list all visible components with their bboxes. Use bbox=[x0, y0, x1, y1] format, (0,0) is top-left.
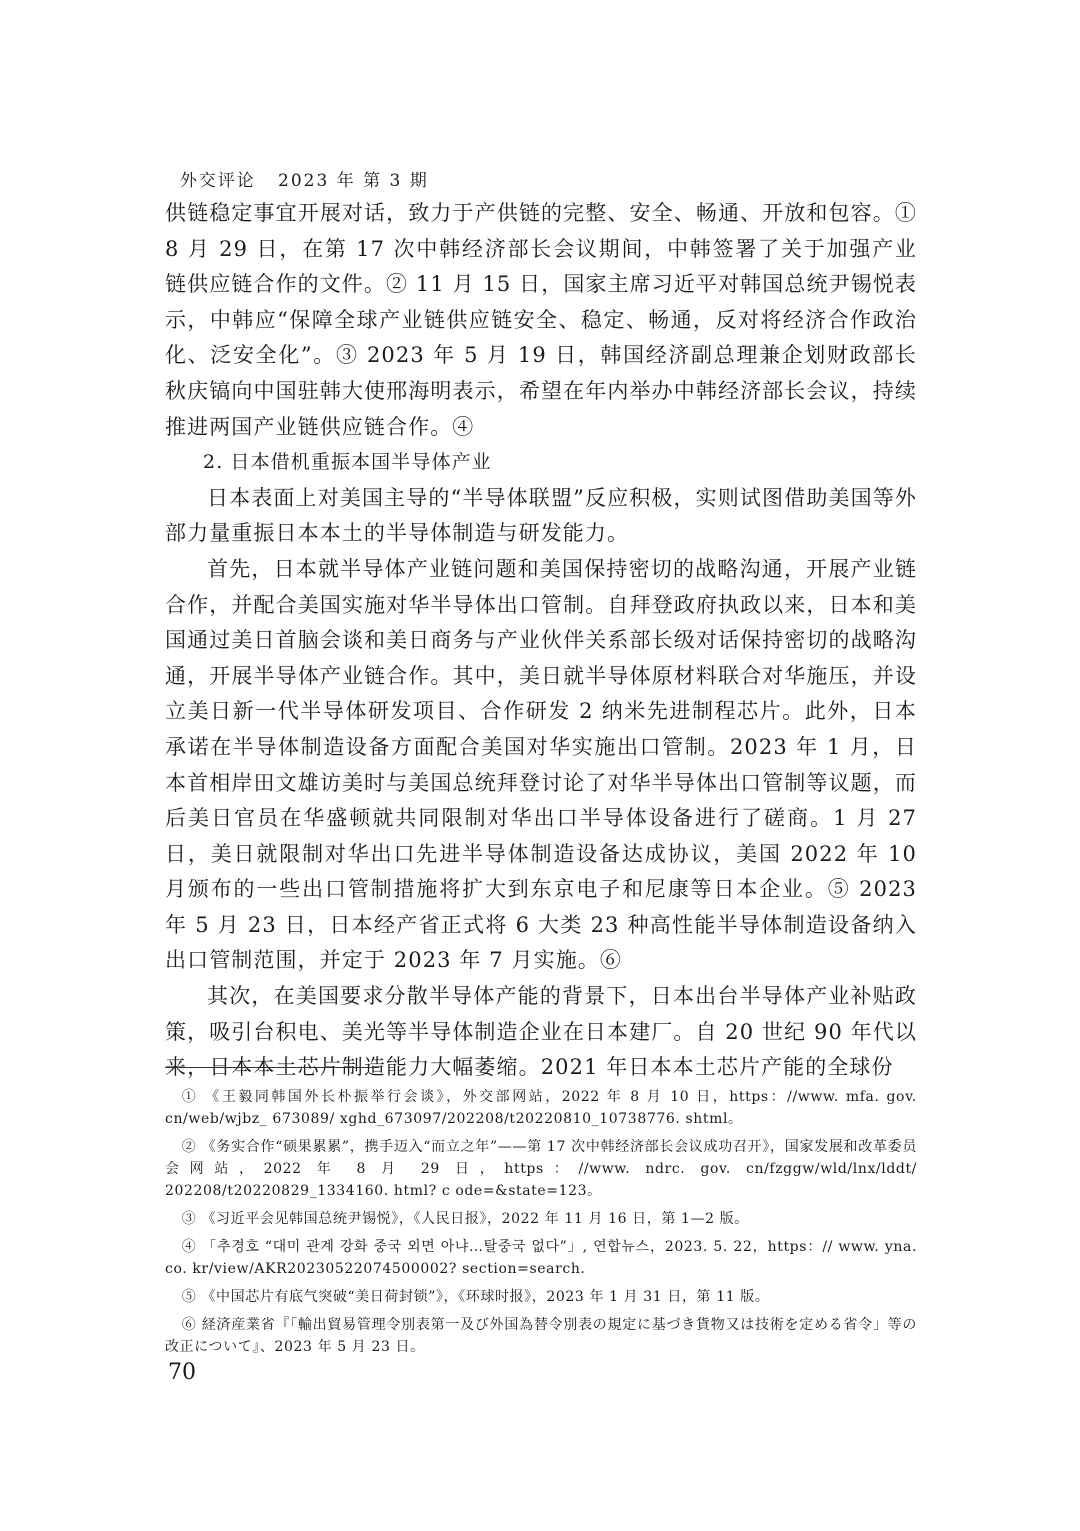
journal-name: 外交评论 bbox=[179, 171, 256, 191]
paragraph: 其次，在美国要求分散半导体产能的背景下，日本出台半导体产业补贴政策，吸引台积电、美光等半导体制造企业在日本建厂。自 20 世纪 90 年代以来，日本本土芯片制造能力大幅萎缩。2021 年日本本土芯片产能的全球份 bbox=[165, 984, 917, 1080]
footnote: ⑥ 経済産業省『「輸出貿易管理令別表第一及び外国為替令別表の規定に基づき貨物又は技術を定める省令」等の改正について』、2023 年 5 月 23 日。 bbox=[165, 1317, 917, 1355]
footnote: ① 《王毅同韩国外长朴振举行会谈》，外交部网站，2022 年 8 月 10 日，https：//www. mfa. gov. cn/web/wjbz_ 673089/ xghd_673097/202208/t20220810_10738776. shtml。 bbox=[165, 1089, 917, 1127]
running-header bbox=[165, 146, 429, 191]
paragraph: 供链稳定事宜开展对话，致力于产供链的完整、安全、畅通、开放和包容。① 8 月 29 日，在第 17 次中韩经济部长会议期间，中韩签署了关于加强产业链供应链合作的文件。② 11 月 15 日，国家主席习近平对韩国总统尹锡悦表示，中韩应“保障全球产业链供应链安全、稳定、畅通，反对将经济合作政治化、泛安全化”。③ 2023 年 5 月 19 日，韩国经济副总理兼企划财政部长秋庆镐向中国驻韩大使邢海明表示，希望在年内举办中韩经济部长会议，持续推进两国产业链供应链合作。④ bbox=[165, 201, 917, 439]
footnote: ③ 《习近平会见韩国总统尹锡悦》，《人民日报》，2022 年 11 月 16 日，第 1—2 版。 bbox=[181, 1211, 749, 1227]
footnote: ④ 「추경호 “대미 관계 강화 중국 외면 아냐…탈중국 없다”」, 연합뉴스，2023. 5. 22，https：// www. yna. co. kr/view/AKR20230522074500002? section=search. bbox=[165, 1239, 917, 1277]
page-number: 70 bbox=[168, 1360, 196, 1385]
issue-label: 2023 年 第 3 期 bbox=[278, 171, 429, 191]
paragraph: 首先，日本就半导体产业链问题和美国保持密切的战略沟通，开展产业链合作，并配合美国实施对华半导体出口管制。自拜登政府执政以来，日本和美国通过美日首脑会谈和美日商务与产业伙伴关系部长级对话保持密切的战略沟通，开展半导体产业链合作。其中，美日就半导体原材料联合对华施压，并设立美日新一代半导体研发项目、合作研发 2 纳米先进制程芯片。此外，日本承诺在半导体制造设备方面配合美国对华实施出口管制。2023 年 1 月，日本首相岸田文雄访美时与美国总统拜登讨论了对华半导体出口管制等议题，而后美日官员在华盛顿就共同限制对华出口半导体设备进行了磋商。1 月 27 日，美日就限制对华出口先进半导体制造设备达成协议，美国 2022 年 10 月颁布的一些出口管制措施将扩大到东京电子和尼康等日本企业。⑤ 2023 年 5 月 23 日，日本经产省正式将 6 大类 23 种高性能半导体制造设备纳入出口管制范围，并定于 2023 年 7 月实施。⑥ bbox=[165, 556, 917, 973]
footnote: ② 《务实合作“硕果累累”，携手迈入“而立之年”——第 17 次中韩经济部长会议成功召开》，国家发展和改革委员会网站，2022 年 8 月 29 日，https：//www. ndrc. gov. cn/fzggw/wld/lnx/lddt/ 202208/t20220829_1334160. html? c ode=&state=123。 bbox=[165, 1139, 917, 1199]
main-text bbox=[165, 196, 917, 1086]
footnotes bbox=[165, 1086, 917, 1364]
paragraph: 日本表面上对美国主导的“半导体联盟”反应积极，实则试图借助美国等外部力量重振日本本土的半导体制造与研发能力。 bbox=[165, 485, 917, 546]
footnote-divider bbox=[165, 1067, 379, 1068]
section-heading: 2. 日本借机重振本国半导体产业 bbox=[203, 451, 492, 474]
footnote: ⑤ 《中国芯片有底气突破“美日荷封锁”》，《环球时报》，2023 年 1 月 31 日，第 11 版。 bbox=[181, 1289, 770, 1305]
